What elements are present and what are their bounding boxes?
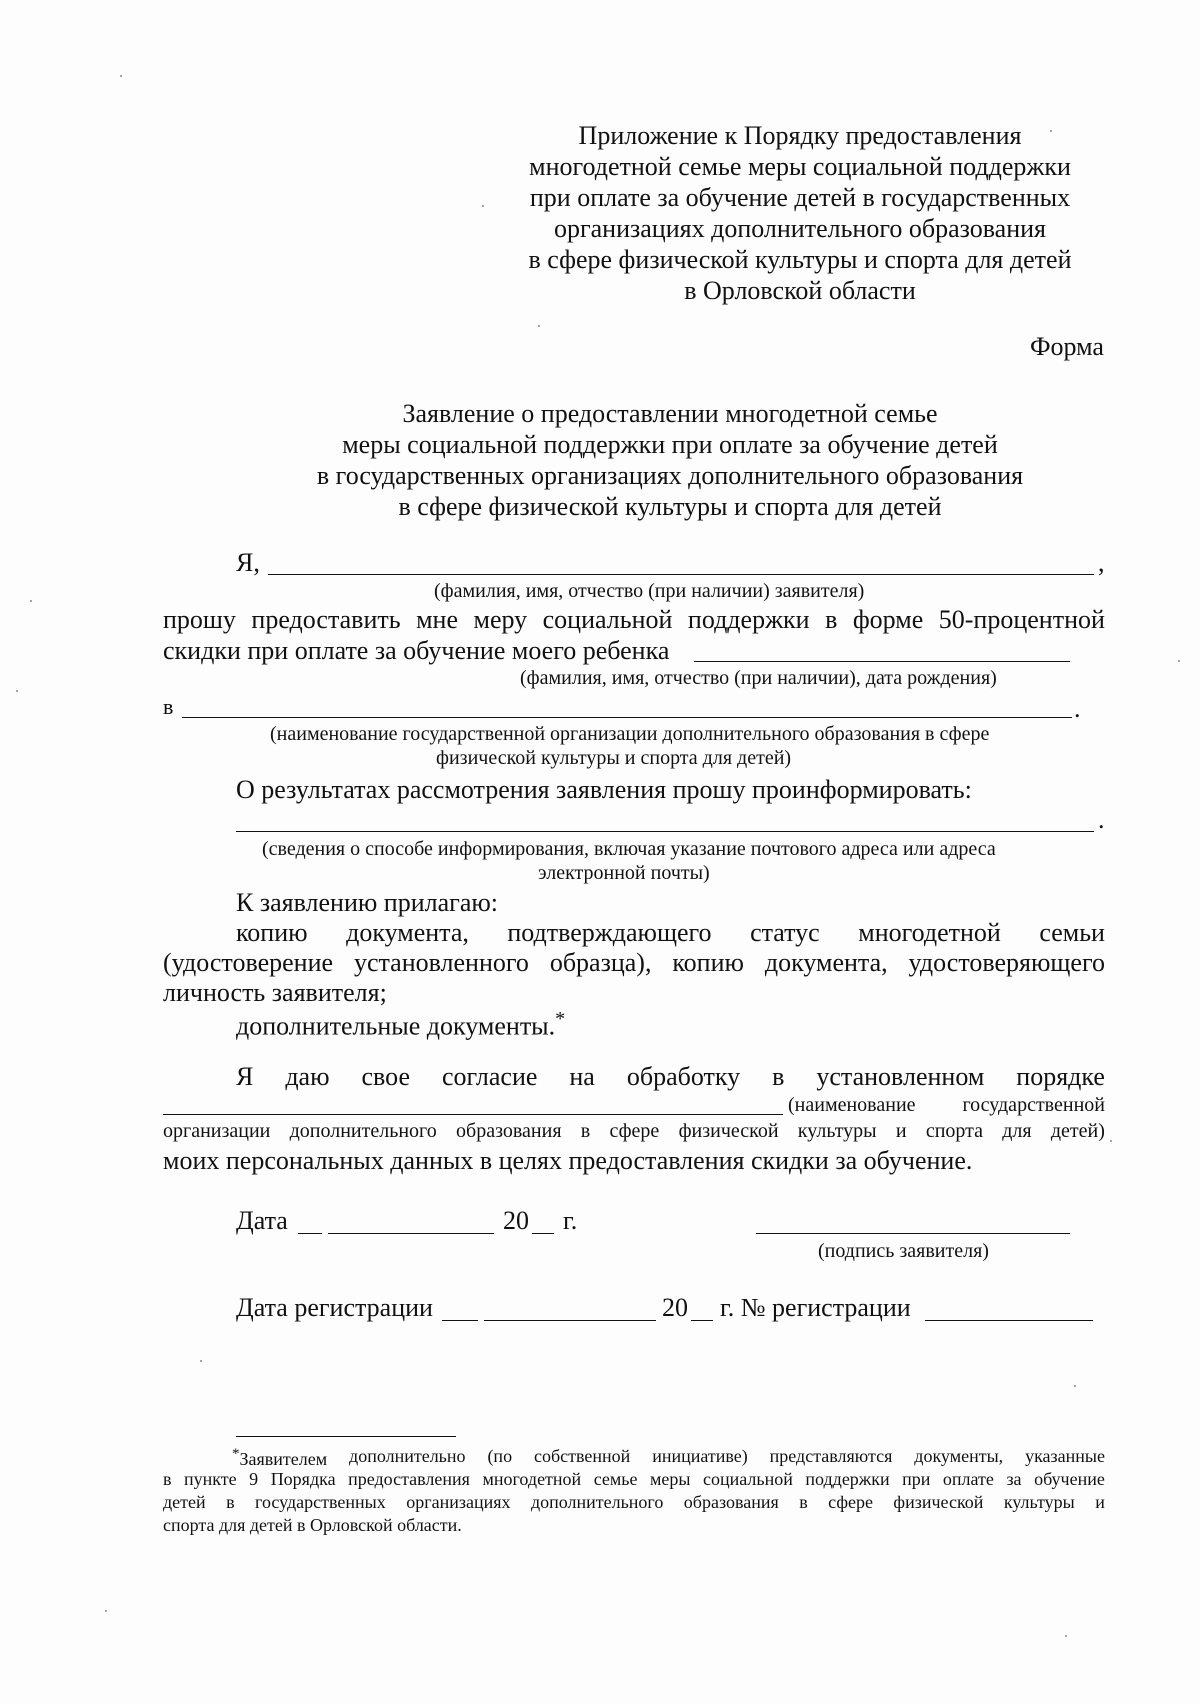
consent-word: на <box>569 1062 595 1091</box>
title-line: в государственных организациях дополнительного образования <box>316 461 1024 490</box>
footnote-word: образования <box>683 1492 779 1512</box>
consent-org-field[interactable] <box>163 1114 783 1115</box>
registration-month-field[interactable] <box>484 1320 656 1321</box>
footnote-word: собственной <box>533 1446 631 1466</box>
scan-speck <box>538 325 540 327</box>
org-hint-1: (наименование государственной организации дополнительного образования в сфере <box>270 723 990 745</box>
footnote-word: Заявителем <box>239 1449 328 1469</box>
footnote-word: обучение <box>1034 1469 1105 1489</box>
consent-hint-2 <box>163 1120 1105 1143</box>
consent-hint-word: (наименование <box>788 1094 916 1116</box>
scan-speck <box>1074 1385 1076 1387</box>
inform-suffix: . <box>1098 805 1105 834</box>
footnote-star: * <box>232 1446 240 1462</box>
footnote-word: в <box>226 1492 235 1512</box>
request-word: прошу <box>163 605 236 634</box>
footnote-word: предоставления <box>348 1469 470 1489</box>
footnote-word: при <box>902 1469 931 1489</box>
inform-text: О результатах рассмотрения заявления прошу проинформировать: <box>236 775 972 804</box>
footnote-word: социальной <box>703 1469 793 1489</box>
footnote-word <box>232 1446 327 1470</box>
attachment-word: копию <box>672 948 744 977</box>
footnote-word: в <box>163 1469 172 1489</box>
form-label: Форма <box>1030 332 1104 361</box>
attachment-word: документа, <box>764 948 888 977</box>
org-hint-2: физической культуры и спорта для детей) <box>436 747 792 769</box>
date-month-field[interactable] <box>328 1233 494 1234</box>
scan-speck <box>1110 1140 1112 1142</box>
scan-speck <box>1178 660 1180 662</box>
footnote-word: пункте <box>184 1469 237 1489</box>
request-word: форме <box>852 605 924 634</box>
request-word: социальной <box>542 605 673 634</box>
request-word: 50-процентной <box>938 605 1105 634</box>
footnote-word: сфере <box>828 1492 873 1512</box>
annex-line: в сфере физической культуры и спорта для детей <box>528 245 1072 274</box>
date-year-suffix: г. <box>563 1206 578 1235</box>
consent-hint-word: спорта <box>925 1120 983 1142</box>
registration-year-field[interactable] <box>691 1320 713 1321</box>
footnote-word: государственных <box>255 1492 386 1512</box>
footnote-word: в <box>799 1492 808 1512</box>
date-label: Дата <box>236 1206 288 1235</box>
applicant-prefix: Я, <box>236 548 260 577</box>
attachment-word: образца), <box>549 948 652 977</box>
footnote-line-3 <box>163 1492 1105 1513</box>
footnote-word: семье <box>593 1469 638 1489</box>
scan-speck <box>16 690 18 692</box>
footnote-word: культуры <box>1003 1492 1075 1512</box>
signature-field[interactable] <box>756 1233 1070 1234</box>
consent-word: Я <box>236 1062 254 1091</box>
registration-label: Дата регистрации <box>236 1293 433 1322</box>
title-line: в сфере физической культуры и спорта для детей <box>398 492 942 521</box>
footnote-word: за <box>1006 1469 1022 1489</box>
attachment-word: многодетной <box>858 918 1001 947</box>
child-hint: (фамилия, имя, отчество (при наличии), дата рождения) <box>520 667 997 689</box>
footnote-line-2 <box>163 1469 1105 1490</box>
footnote-word: физической <box>893 1492 984 1512</box>
registration-number-label: г. № регистрации <box>720 1293 911 1322</box>
request-word: предоставить <box>251 605 401 634</box>
footnote-word: меры <box>650 1469 691 1489</box>
footnote-word: указанные <box>1025 1446 1105 1466</box>
annex-line: многодетной семье меры социальной поддержки <box>529 152 1071 181</box>
request-word: мне <box>416 605 458 634</box>
consent-hint-word: государственной <box>962 1094 1105 1116</box>
footnote-line-1 <box>232 1446 1105 1470</box>
attachment-word: подтверждающего <box>507 918 712 947</box>
scan-speck <box>1050 130 1052 132</box>
footnote-word: документы, <box>914 1446 1004 1466</box>
attachment-word: копию <box>236 918 308 947</box>
consent-hint-word: в <box>580 1120 591 1142</box>
annex-line: при оплате за обучение детей в государственных <box>529 183 1071 212</box>
org-name-field[interactable] <box>182 717 1072 718</box>
scan-speck <box>200 1360 202 1362</box>
consent-hint-word: образования <box>456 1120 562 1142</box>
footnote-word: поддержки <box>805 1469 890 1489</box>
registration-year-prefix: 20 <box>662 1293 688 1322</box>
request-line-1 <box>163 605 1105 635</box>
footnote-word: многодетной <box>482 1469 582 1489</box>
footnote-word: и <box>1095 1492 1105 1512</box>
footnote-word: инициативе) <box>652 1446 748 1466</box>
footnote-word: Порядка <box>270 1469 336 1489</box>
footnote-marker: * <box>555 1008 566 1030</box>
consent-word: даю <box>285 1062 330 1091</box>
annex-header <box>500 120 1100 306</box>
scan-speck <box>105 1610 107 1612</box>
footnote-word: детей <box>163 1492 206 1512</box>
consent-word: установленном <box>816 1062 985 1091</box>
applicant-name-field[interactable] <box>268 574 1094 575</box>
footnote-word: организациях <box>406 1492 511 1512</box>
footnote-word: оплате <box>942 1469 994 1489</box>
applicant-hint: (фамилия, имя, отчество (при наличии) заявителя) <box>434 580 865 602</box>
date-year-prefix: 20 <box>503 1206 529 1235</box>
attachment-word: (удостоверение <box>163 948 334 977</box>
consent-line-1 <box>236 1062 1105 1092</box>
org-suffix: . <box>1074 694 1081 723</box>
consent-hint-word: дополнительного <box>289 1120 437 1142</box>
attachment-word: семьи <box>1039 918 1105 947</box>
request-line-2: скидки при оплате за обучение моего ребенка <box>163 636 670 665</box>
attachment-word: установленного <box>353 948 529 977</box>
consent-hint-word: детей) <box>1050 1120 1105 1142</box>
request-word: в <box>825 605 838 634</box>
footnote-line-4: спорта для детей в Орловской области. <box>163 1515 462 1535</box>
org-prefix: в <box>163 694 174 719</box>
attachment-word: удостоверяющего <box>908 948 1105 977</box>
consent-word: согласие <box>442 1062 538 1091</box>
annex-line: Приложение к Порядку предоставления <box>578 121 1022 150</box>
consent-word: порядке <box>1016 1062 1105 1091</box>
title-line: меры социальной поддержки при оплате за обучение детей <box>342 430 998 459</box>
inform-hint-1: (сведения о способе информирования, включая указание почтового адреса или адреса <box>262 838 996 860</box>
inform-method-field[interactable] <box>236 831 1094 832</box>
scan-speck <box>120 75 122 77</box>
attachment-word: документа, <box>346 918 469 947</box>
attachments-line-2 <box>163 948 1105 978</box>
inform-hint-2: электронной почты) <box>538 862 710 884</box>
consent-hint-word: для <box>1002 1120 1032 1142</box>
consent-hint-word: сфере <box>609 1120 660 1142</box>
consent-word: обработку <box>626 1062 741 1091</box>
attachments-line-4 <box>236 1008 565 1042</box>
scan-speck <box>30 600 32 602</box>
request-word: поддержки <box>687 605 810 634</box>
registration-day-field[interactable] <box>442 1320 478 1321</box>
footnote-word: 9 <box>249 1469 259 1489</box>
footnote-word: (по <box>487 1446 513 1466</box>
applicant-suffix: , <box>1098 548 1105 577</box>
request-word: меру <box>473 605 528 634</box>
additional-docs-text: дополнительные документы. <box>236 1011 556 1041</box>
signature-hint: (подпись заявителя) <box>818 1240 989 1262</box>
child-name-field[interactable] <box>694 661 1070 662</box>
footnote-word: дополнительного <box>530 1492 664 1512</box>
consent-hint-word: культуры <box>797 1120 877 1142</box>
date-year-field[interactable] <box>532 1233 554 1234</box>
scan-speck <box>1065 1635 1067 1637</box>
annex-line: организациях дополнительного образования <box>553 214 1047 243</box>
footnote-separator <box>236 1436 456 1437</box>
consent-hint-word: организации <box>163 1120 271 1142</box>
consent-word: свое <box>361 1062 411 1091</box>
date-day-field[interactable] <box>298 1233 322 1234</box>
scan-speck <box>482 205 484 207</box>
title-line: Заявление о предоставлении многодетной семье <box>402 399 938 428</box>
footnote-word: представляются <box>769 1446 893 1466</box>
footnote-word: дополнительно <box>349 1446 466 1466</box>
consent-hint-word: физической <box>678 1120 779 1142</box>
consent-word: в <box>772 1062 785 1091</box>
annex-line: в Орловской области <box>684 276 916 305</box>
attachments-heading: К заявлению прилагаю: <box>236 888 499 917</box>
attachments-line-1 <box>236 918 1105 948</box>
consent-hint-1 <box>788 1094 1105 1117</box>
registration-number-field[interactable] <box>925 1320 1093 1321</box>
consent-hint-word: и <box>895 1120 907 1142</box>
attachments-line-3: личность заявителя; <box>163 978 387 1007</box>
document-title <box>160 398 1180 522</box>
attachment-word: статус <box>750 918 820 947</box>
consent-line-4: моих персональных данных в целях предоставления скидки за обучение. <box>163 1146 973 1175</box>
